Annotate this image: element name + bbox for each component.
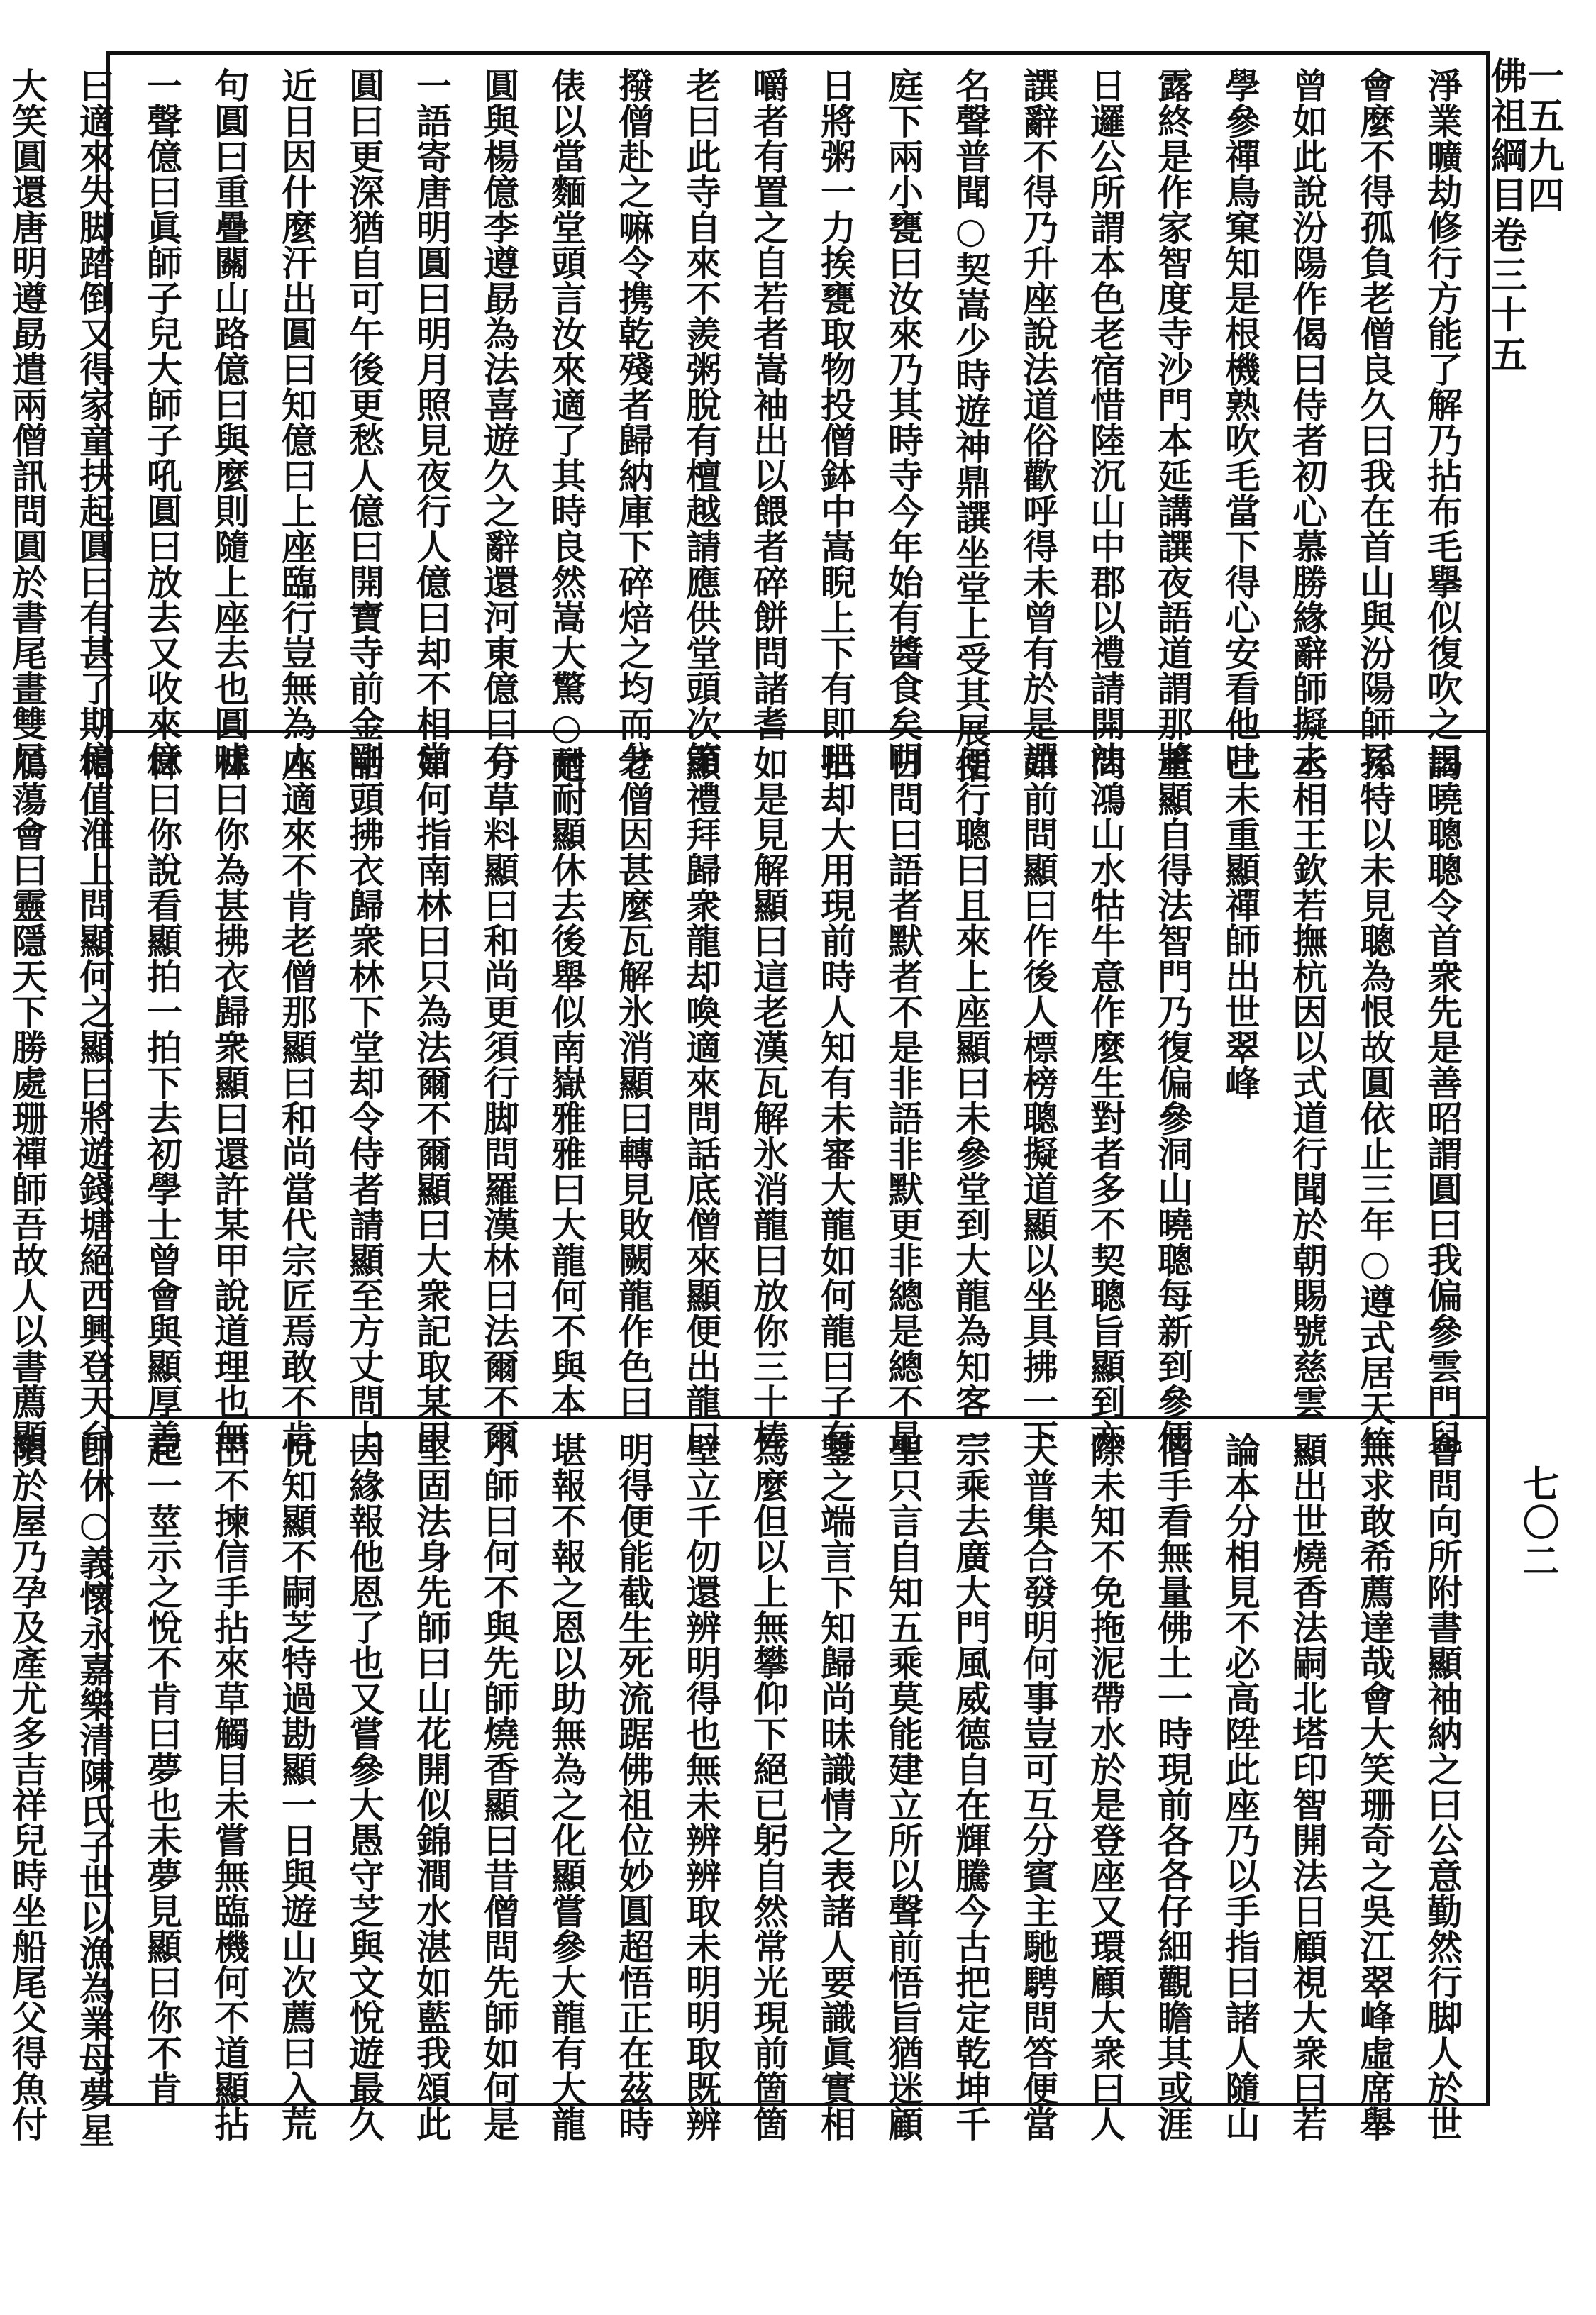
text-column: 際未知不免拖泥帶水於是登座又環顧大衆曰人 — [1085, 1432, 1126, 2141]
text-column: 論本分相見不必高陞此座乃以手指曰諸人隨山 — [1219, 1432, 1261, 2141]
text-column: 田不揀信手拈來草觸目未嘗無臨機何不道顯拈 — [209, 1432, 250, 2141]
register-top — [6, 55, 1486, 783]
text-column: 鑒之端言下知歸尚昧識情之表諸人要識眞實相 — [815, 1432, 857, 2141]
text-column: 林曰你為甚拂衣歸衆顯曰還許某甲說道理也無 — [209, 745, 250, 1455]
text-column: 丞相王欽若撫杭因以式道行聞於朝賜號慈雲 — [1287, 745, 1329, 1419]
text-column: 圓曰更深猶自可午後更愁人億曰開寶寺前金剛 — [343, 67, 385, 777]
text-column: 曾如此說汾陽作偈曰侍者初心慕勝緣辭師擬去 — [1287, 67, 1329, 777]
register-bottom — [6, 1416, 1486, 2148]
text-column: 問鴻山水牯牛意作麼生對者多不契聰旨顯到亦 — [1085, 745, 1126, 1455]
text-column: 日將粥一力挨甕取物投僧鉢中嵩睨上下有即咀 — [815, 67, 857, 777]
book-title: 佛祖綱目卷三十五 — [1484, 57, 1527, 376]
text-column: 壁立千仞還辨明得也無未辨辨取未明明取既辨 — [680, 1432, 722, 2141]
text-column: 己未重顯禪師出世翠峰 — [1219, 745, 1261, 1100]
text-column: 曰適來失脚踏倒又得家童扶起圓曰有甚了期億 — [74, 67, 116, 777]
text-column: 堅固法身先師曰山花開似錦澗水湛如藍我頌此 — [411, 1432, 453, 2141]
text-column: 重顯自得法智門乃復偏參洞山曉聰每新到參便 — [1152, 745, 1194, 1455]
text-column: 天普集合發明何事豈可互分賓主馳騁問答便當 — [1017, 1432, 1059, 2141]
text-column: 明得便能截生死流踞佛祖位妙圓超悟正在茲時 — [613, 1432, 655, 2141]
register-middle — [6, 730, 1486, 1461]
text-column: 一語寄唐明圓曰明月照見夜行人億曰却不相當 — [411, 67, 453, 777]
text-column: 無求敢希薦達哉會大笑珊奇之吳江翠峰虛席舉 — [1354, 1432, 1396, 2141]
text-column: 老曰此寺自來不羨粥脫有檀越請應供堂頭次第 — [680, 67, 722, 777]
text-column: 便行聰曰且來上座顯曰未參堂到大龍為知客一 — [950, 745, 992, 1455]
text-column: 句圓曰重疊關山路億曰與麼則隨上座去也圓嘘 — [209, 67, 250, 777]
text-column: 老僧因甚麼瓦解氷消顯曰轉見敗闕龍作色曰 — [613, 745, 655, 1419]
text-column: 林曰你說看顯拍一拍下去初學士曾會與顯厚善 — [141, 745, 183, 1455]
text-column: 俵以當麵堂頭言汝來適了其時良然嵩大驚○楚 — [545, 67, 587, 783]
text-column: 隕於屋乃孕及產尤多吉祥兒時坐船尾父得魚付 — [6, 1432, 48, 2141]
text-column: 為麼但以上無攀仰下絕已躬自然常光現前箇箇 — [748, 1432, 789, 2141]
text-column: 因緣報他恩了也又嘗參大愚守芝與文悅遊最久 — [343, 1432, 385, 2141]
text-column: 學參禪鳥窠知是根機熟吹毛當下得心安看他吐 — [1219, 67, 1261, 777]
text-column: 相值淮上問顯何之顯曰將遊錢塘絕西興登天台 — [74, 745, 116, 1455]
text-column: 鴈蕩會曰靈隱天下勝處珊禪師吾故人以書薦顯 — [6, 745, 48, 1455]
text-column: 分草料顯曰和尚更須行脚問羅漢林曰法爾不爾 — [478, 745, 520, 1455]
text-column: 僧手看無量佛土一時現前各各仔細觀瞻其或涯 — [1152, 1432, 1194, 2141]
text-column: 如前問顯曰作後人標榜聰擬道顯以坐具拂一下 — [1017, 745, 1059, 1455]
text-column: 近日因什麼汗出圓曰知億曰上座臨行豈無為人 — [276, 67, 318, 777]
text-column: 謁曉聰聰令首衆先是善昭謂圓曰我偏參雲門兒 — [1422, 745, 1463, 1455]
text-column: 淨業曠劫修行方能了解乃拈布毛擧似復吹之曰 — [1422, 67, 1463, 777]
text-column: 名聲普聞○契嵩少時遊神鼎譔坐堂上受其展指 — [950, 67, 992, 783]
text-column: 大笑圓還唐明遵勗遣兩僧訊問圓於書尾畫雙足 — [6, 67, 48, 777]
text-column: 會麼不得孤負老僧良久曰我在首山與汾陽師兄 — [1354, 67, 1396, 777]
text-block — [6, 67, 1476, 783]
text-column: 撥僧赴之嘛令携乾殘者歸納庫下碎焙之均而分 — [613, 67, 655, 777]
text-column: 露終是作家智度寺沙門本延講譔夜語道謂那將 — [1152, 67, 1194, 777]
text-column: 日邏公所謂本色老宿惜陸沉山中郡以禮請開法 — [1085, 67, 1126, 777]
text-column: 會問向所附書顯袖納之曰公意勤然行脚人於世 — [1422, 1432, 1463, 2141]
text-column: 嚼者有置之自若者嵩袖出以餵者碎餅問諸耆 — [748, 67, 789, 741]
text-column: 起一莖示之悅不肯曰夢也未夢見顯曰你不肯 — [141, 1432, 183, 2106]
text-column: 顯出世燒香法嗣北塔印智開法日顧視大衆曰若 — [1287, 1432, 1329, 2141]
text-column: 小師曰何不與先師燒香顯曰昔僧問先師如何是 — [478, 1432, 520, 2141]
text-column: 聖只言自知五乘莫能建立所以聲前悟旨猶迷顧 — [882, 1432, 924, 2141]
text-column: 如何指南林曰只為法爾不爾顯曰大衆記取某甲 — [411, 745, 453, 1455]
text-column: 座適來不肯老僧那顯曰和尚當代宗匠焉敢不肯 — [276, 745, 318, 1455]
text-column: 宗乘去廣大門風威德自在輝騰今古把定乾坤千 — [950, 1432, 992, 2141]
text-column: 卽休○義懷永嘉樂清陳氏子世以漁為業母夢星 — [74, 1432, 116, 2148]
text-column: 譔辭不得乃升座說法道俗歡呼得未曾有於是譔 — [1017, 67, 1059, 777]
text-column: 庭下兩小甕曰汝來乃其時寺今年始有醬食矣明 — [882, 67, 924, 777]
text-column: 拈却大用現前時人知有未審大龍如何龍曰子有 — [815, 745, 857, 1455]
text-column: 日問曰語者默者不是非語非默更非總是總不是 — [882, 745, 924, 1455]
text-column: 如是見解顯曰這老漢瓦解氷消龍曰放你三十棒 — [748, 745, 789, 1455]
text-column: 堪報不報之恩以助無為之化顯嘗參大龍有大龍 — [545, 1432, 587, 2141]
folio-number: 七〇二 — [1516, 1465, 1559, 1581]
text-column: 話頭拂衣歸衆林下堂却令侍者請顯至方丈問上 — [343, 745, 385, 1455]
text-column: 圓與楊億李遵勗為法喜遊久之辭還河東億曰有 — [478, 67, 520, 777]
text-column: 耐耐顯休去後舉似南嶽雅雅曰大龍何不與本 — [545, 745, 587, 1419]
text-column: 顯禮拜歸衆龍却喚適來問話底僧來顯便出龍曰 — [680, 745, 722, 1455]
text-block — [6, 1432, 1476, 2148]
page-frame — [6, 51, 1490, 2148]
page-header — [1484, 57, 1564, 376]
text-block — [6, 745, 1476, 1461]
text-column: 孫特以未見聰為恨故圓依止三年○遵式居天竺 — [1354, 745, 1396, 1461]
page-number: 一五九四 — [1521, 57, 1564, 216]
text-column: 悅知顯不嗣芝特過勘顯一日與遊山次薦曰入荒 — [276, 1432, 318, 2141]
text-column: 一聲億曰眞師子兒大師子吼圓曰放去又收來億 — [141, 67, 183, 777]
